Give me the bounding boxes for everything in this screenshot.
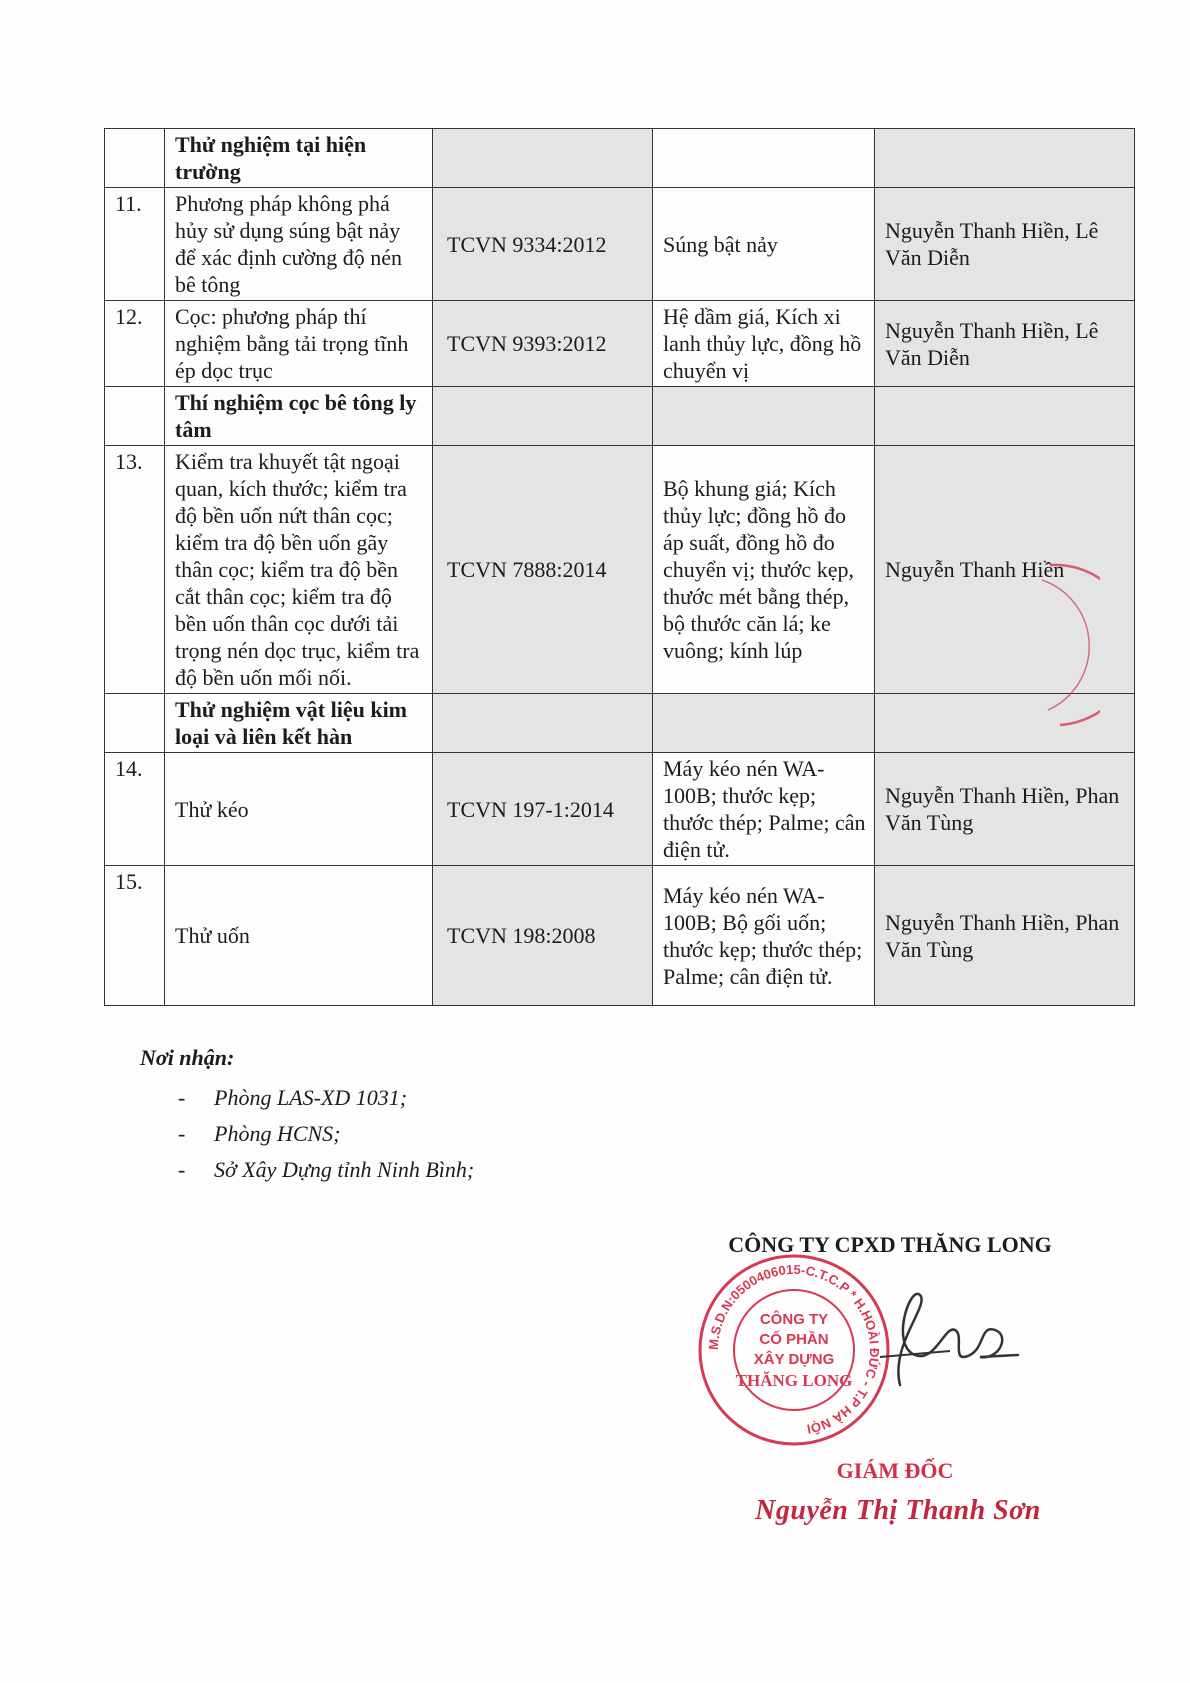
table-row: [105, 129, 1135, 188]
section-title: Thử nghiệm vật liệu kim loại và liên kết hàn: [165, 694, 433, 753]
table-row: [105, 387, 1135, 446]
section-title: Thử nghiệm tại hiện trường: [165, 129, 433, 188]
test-name: Phương pháp không phá hủy sử dụng súng bật nảy để xác định cường độ nén bê tông: [165, 188, 433, 301]
recipients-list: [140, 1080, 474, 1188]
standard-code: TCVN 7888:2014: [433, 446, 653, 694]
seal-line: THĂNG LONG: [735, 1371, 853, 1390]
equipment: Hệ dầm giá, Kích xi lanh thủy lực, đồng hồ chuyển vị: [653, 301, 875, 387]
handwritten-signature-icon: [860, 1285, 1020, 1395]
seal-line: CÔNG TY: [759, 1311, 829, 1328]
director-title: GIÁM ĐỐC: [836, 1458, 954, 1483]
table-row: [105, 301, 1135, 387]
equipment: Súng bật nảy: [653, 188, 875, 301]
seal-line: XÂY DỰNG: [753, 1351, 835, 1368]
staff: Nguyễn Thanh Hiền, Lê Văn Diễn: [875, 301, 1135, 387]
table-row: [105, 753, 1135, 866]
standard-code: TCVN 198:2008: [433, 866, 653, 1006]
empty-cell: [875, 129, 1135, 188]
seal-ring-text: M.S.D.N:0500406015-C.T.C.P * H.HOÀI ĐỨC - T.P HÀ NỘI: [705, 1261, 883, 1437]
equipment: Máy kéo nén WA-100B; Bộ gối uốn; thước kẹp; thước thép; Palme; cân điện tử.: [653, 866, 875, 1006]
empty-cell: [433, 129, 653, 188]
standard-code: TCVN 9393:2012: [433, 301, 653, 387]
row-number: 12.: [105, 301, 165, 387]
row-number: [105, 387, 165, 446]
empty-cell: [875, 387, 1135, 446]
staff: Nguyễn Thanh Hiền, Lê Văn Diễn: [875, 188, 1135, 301]
row-number: [105, 694, 165, 753]
test-methods-table: [104, 128, 1135, 1006]
director-name: Nguyễn Thị Thanh Sơn: [755, 1495, 1041, 1526]
table-row: [105, 694, 1135, 753]
test-name: Thử kéo: [165, 753, 433, 866]
standard-code: TCVN 197-1:2014: [433, 753, 653, 866]
empty-cell: [653, 129, 875, 188]
company-name: CÔNG TY CPXD THĂNG LONG: [728, 1232, 1052, 1257]
recipients-heading: Nơi nhận:: [140, 1045, 235, 1070]
partial-seal-icon: [1040, 560, 1100, 730]
equipment: Máy kéo nén WA-100B; thước kẹp; thước thép; Palme; cân điện tử.: [653, 753, 875, 866]
table-row: [105, 188, 1135, 301]
staff: Nguyễn Thanh Hiền, Phan Văn Tùng: [875, 753, 1135, 866]
empty-cell: [433, 387, 653, 446]
empty-cell: [653, 387, 875, 446]
test-name: Cọc: phương pháp thí nghiệm bằng tải trọng tĩnh ép dọc trục: [165, 301, 433, 387]
list-item: - Phòng HCNS;: [140, 1116, 474, 1152]
standard-code: TCVN 9334:2012: [433, 188, 653, 301]
test-name: Thử uốn: [165, 866, 433, 1006]
list-item: - Phòng LAS-XD 1031;: [140, 1080, 474, 1116]
section-title: Thí nghiệm cọc bê tông ly tâm: [165, 387, 433, 446]
empty-cell: [433, 694, 653, 753]
seal-line: CỔ PHẦN: [759, 1331, 829, 1348]
equipment: Bộ khung giá; Kích thủy lực; đồng hồ đo áp suất, đồng hồ đo chuyển vị; thước kẹp, thước mét bằng thép, bộ thước căn lá; ke vuông; kính lúp: [653, 446, 875, 694]
table-row: [105, 446, 1135, 694]
row-number: 15.: [105, 866, 165, 1006]
test-name: Kiểm tra khuyết tật ngoại quan, kích thước; kiểm tra độ bền uốn nứt thân cọc; kiểm tra độ bền uốn gãy thân cọc; kiểm tra độ bền cắt thân cọc; kiểm tra độ bền uốn thân cọc dưới tải trọng nén dọc trục, kiểm tra độ bền uốn mối nối.: [165, 446, 433, 694]
staff: Nguyễn Thanh Hiền: [875, 446, 1135, 694]
list-item: - Sở Xây Dựng tỉnh Ninh Bình;: [140, 1152, 474, 1188]
recipients-block: [140, 1040, 474, 1188]
row-number: [105, 129, 165, 188]
table-row: [105, 866, 1135, 1006]
row-number: 11.: [105, 188, 165, 301]
row-number: 13.: [105, 446, 165, 694]
staff: Nguyễn Thanh Hiền, Phan Văn Tùng: [875, 866, 1135, 1006]
row-number: 14.: [105, 753, 165, 866]
empty-cell: [653, 694, 875, 753]
